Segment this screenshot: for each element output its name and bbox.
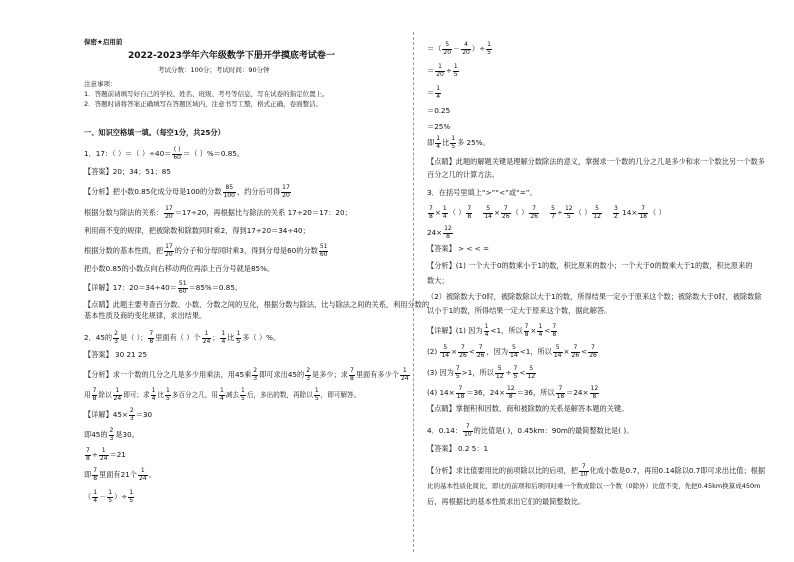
comment-3: 【点睛】掌握积和因数、商和被除数的关系是解答本题的关键。	[427, 404, 629, 413]
analysis-1d: 根据分数的基本性质，把 $\frac{17}{20}$ 的分子和分母同时乘3，得到分母是60的分数 $\frac{51}{60}$	[84, 243, 328, 258]
detail-3a: 【详解】(1) 因为 $\frac{1}{4}$ <1，所以 $\frac{7}{8}$ × $\frac{1}{4}$ < $\frac{7}{8}$	[427, 323, 557, 338]
calc-line-1: ＝（ $\frac{5}{20}$ － $\frac{4}{20}$ ）÷ $\frac{1}{5}$	[427, 41, 491, 56]
calc-line-5: ＝25%	[427, 122, 451, 131]
analysis-4b: 比的基本性质化简比，即比的前项和后项同时乘一个数或除以一个数（0除外）比值不变，先把0.45km换算成450m	[427, 482, 761, 490]
right-page	[397, 0, 794, 562]
analysis-4c: 后，再根据比的基本性质求出它们的最简整数比。	[427, 497, 586, 506]
question-3-items: $\frac{7}{8}$ × $\frac{1}{4}$ （ ） $\frac{7}{8}$ $\frac{5}{14}$ × $\frac{7}{26}$ （ ） $\frac{7}{26}$ $\frac{5}{7}$ ÷ $\frac{12}{5}$ （ ） $\frac{5}{12}$ $\frac{3}{2}$ 14× $\frac{7}{18}$ （ ）	[429, 205, 666, 220]
detail-2e: （ $\frac{1}{4}$ － $\frac{1}{5}$ ）÷ $\frac{1}{5}$	[84, 489, 134, 504]
calc-line-4: ＝0.25	[427, 106, 451, 115]
exam-subtitle: 考试分数：100分；考试时间：90分钟	[158, 66, 270, 74]
question-3: 3．在括号里填上“>”“<”或“=”。	[427, 188, 537, 197]
calc-line-2: ＝ $\frac{1}{20}$ ÷ $\frac{1}{5}$	[427, 63, 458, 78]
detail-3b: (2) $\frac{5}{14}$ × $\frac{7}{26}$ < $\frac{7}{26}$ ，因为 $\frac{5}{14}$ <1，所以 $\frac{5}{14}$ × $\frac{7}{26}$ < $\frac{7}{26}$	[427, 344, 597, 359]
analysis-3b: 数大；	[427, 276, 449, 285]
answer-1: 【答案】20；34；51；85	[84, 167, 171, 176]
detail-3c: (3) 因为 $\frac{7}{5}$ >1，所以 $\frac{5}{12}$ ÷ $\frac{7}{5}$ < $\frac{5}{12}$	[427, 365, 536, 380]
notice-2: 2．答题时请将答案正确填写在答题区域内，注意书写工整，格式正确，卷面整洁。	[84, 100, 323, 108]
analysis-3c: （2）被除数大于0时，被除数除以大于1的数，所得结果一定小于原来这个数；被除数大于0时，被除数除	[427, 292, 762, 301]
comment-1b: 基本性质及商的变化规律，求出结果。	[84, 311, 207, 320]
analysis-4a: 【分析】求比值要用比的前项除以比的后项，把 $\frac{7}{10}$ 化成小数是0.7，再用0.14除以0.7即可求出比值；根据	[427, 463, 766, 478]
detail-2a: 【详解】45× $\frac{2}{3}$ ＝30	[84, 407, 153, 422]
analysis-1e: 把小数0.85的小数点向右移动两位再添上百分号就是85%。	[84, 264, 275, 273]
question-1: 1．17：（ ）＝（ ）÷40＝ $\frac{( )}{60}$ ＝（ ）%＝0.85。	[84, 146, 245, 161]
detail-2b: 即45的 $\frac{2}{3}$ 是30。	[84, 427, 139, 442]
answer-2: 【答案】 30 21 25	[84, 350, 148, 359]
analysis-1c: 利用商不变的规律，把被除数和除数同时乘2，得到17÷20＝34÷40；	[84, 226, 310, 235]
analysis-3a: 【分析】(1) 一个大于0的数乘小于1的数，积比原来的数小；一个大于0的数乘大于1的数，积比原来的	[427, 261, 753, 270]
comment-1a: 【点睛】此题主要考查百分数、小数、分数之间的互化，根据分数与除法、比与除法之间的关系，利用分数的	[84, 300, 430, 309]
analysis-2b: 用 $\frac{7}{8}$ 除以 $\frac{1}{24}$ 即可；求 $\frac{1}{4}$ 比 $\frac{1}{5}$ 多百分之几，用 $\frac{1}{4}$ 减去 $\frac{1}{5}$ 后，多出的数，再除以 $\frac{1}{5}$ ，即可解答。	[84, 387, 361, 402]
calc-line-3: ＝ $\frac{1}{4}$	[427, 85, 441, 100]
exam-title: 2022-2023学年六年级数学下册开学摸底考试卷一	[128, 51, 335, 61]
analysis-2a: 【分析】求一个数的几分之几是多少用乘法，用45乘 $\frac{2}{3}$ 即可求出45的 $\frac{2}{3}$ 是多少；求 $\frac{7}{8}$ 里面有多少个 $\frac{1}{24}$	[84, 367, 409, 382]
notice-title: 注意事项：	[84, 80, 117, 88]
calc-line-6: 即 $\frac{1}{4}$ 比 $\frac{1}{5}$ 多 25%。	[427, 135, 490, 150]
answer-3: 【答案】 > < < =	[427, 244, 489, 253]
detail-1: 【详解】17：20＝34÷40＝ $\frac{51}{60}$ ＝85%＝0.85。	[84, 280, 243, 295]
analysis-1a: 【分析】把小数0.85化成分母是100的分数 $\frac{85}{100}$ ，约分后可得 $\frac{17}{20}$	[84, 184, 290, 199]
comment-2b: 百分之几的计算方法。	[427, 170, 499, 179]
secret-label: 保密★启用前	[84, 38, 123, 46]
question-2: 2．45的 $\frac{2}{3}$ 是（ ）； $\frac{7}{8}$ 里面有（ ）个 $\frac{1}{24}$ ； $\frac{1}{4}$ 比 $\frac{1}{5}$ 多（ ）%。	[84, 330, 281, 345]
analysis-3d: 以小于1的数，所得结果一定大于原来这个数，据此解答。	[427, 306, 612, 315]
answer-4: 【答案】 0.2 5：1	[427, 444, 489, 453]
question-4: 4．0.14： $\frac{7}{10}$ 的比值是( )，0.45km：90m的最简整数比是( )。	[427, 423, 634, 438]
detail-2d: 即 $\frac{7}{8}$ 里面有21个 $\frac{1}{24}$ 。	[84, 467, 156, 482]
detail-3d: (4) 14× $\frac{7}{18}$ ＝36，24× $\frac{12}{8}$ ＝36，所以 $\frac{7}{18}$ ＝24× $\frac{12}{8}$	[427, 385, 599, 400]
detail-2c: $\frac{7}{8}$ ÷ $\frac{1}{24}$ ＝21	[86, 447, 126, 462]
notice-1: 1．答题前请填写好自己的学校、姓名、班级、考号等信息，写在试卷的指定位置上。	[84, 90, 329, 98]
section-heading: 一、知识空格填一填。（每空1分，共25分）	[84, 128, 225, 137]
analysis-1b: 根据分数与除法的关系： $\frac{17}{20}$ ＝17÷20，再根据比与除法的关系 17÷20＝17：20；	[84, 205, 352, 220]
question-3-last: 24× $\frac{12}{8}$	[427, 225, 452, 240]
comment-2a: 【点睛】此题的解题关键是理解分数除法的意义，掌握求一个数的几分之几是多少和求一个数比另一个数多	[427, 157, 765, 166]
